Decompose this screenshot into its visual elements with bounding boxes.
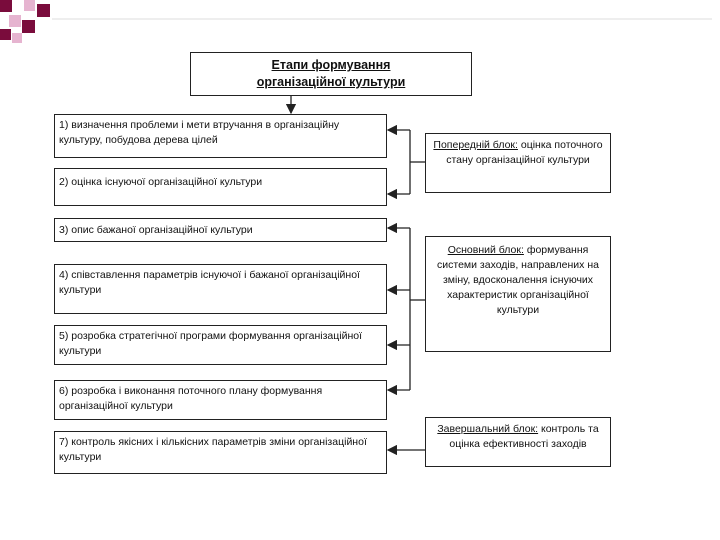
stage-6-box (54, 380, 387, 420)
main-block-label: Основний блок: (447, 244, 524, 256)
stage-4-box (54, 264, 387, 314)
stage-5-text: 5) розробка стратегічної програми формування організаційної культури (59, 330, 362, 357)
stage-3-box (54, 218, 387, 242)
stage-4-text: 4) співставлення параметрів існуючої і бажаної організаційної культури (59, 269, 360, 296)
final-block-text: контроль та оцінка ефективності заходів (449, 423, 599, 450)
preliminary-block-text: оцінка поточного стану організаційної культури (446, 139, 603, 166)
stage-2-box (54, 168, 387, 206)
stage-7-box (54, 431, 387, 474)
stage-3-text: 3) опис бажаної організаційної культури (59, 224, 253, 236)
stage-1-box (54, 114, 387, 158)
main-block-text: формування системи заходів, направлених на зміну, вдосконалення існуючих характеристик організаційної культури (437, 244, 599, 316)
stage-5-box (54, 325, 387, 365)
stage-6-text: 6) розробка і виконання поточного плану формування організаційної культури (59, 385, 323, 412)
stage-1-text: 1) визначення проблеми і мети втручання в організаційну культуру, побудова дерева цілей (59, 119, 340, 146)
preliminary-block (425, 133, 611, 193)
stage-7-text: 7) контроль якісних і кількісних параметрів зміни організаційної культури (59, 436, 367, 463)
stage-2-text: 2) оцінка існуючої організаційної культури (59, 176, 263, 188)
main-block (425, 236, 611, 352)
final-block-label: Завершальний блок: (437, 423, 539, 435)
title-line-2: організаційної культури (256, 75, 406, 89)
title-line-1: Етапи формування (271, 58, 391, 72)
final-block (425, 417, 611, 467)
preliminary-block-label: Попередній блок: (433, 139, 518, 151)
diagram-title (190, 52, 472, 96)
